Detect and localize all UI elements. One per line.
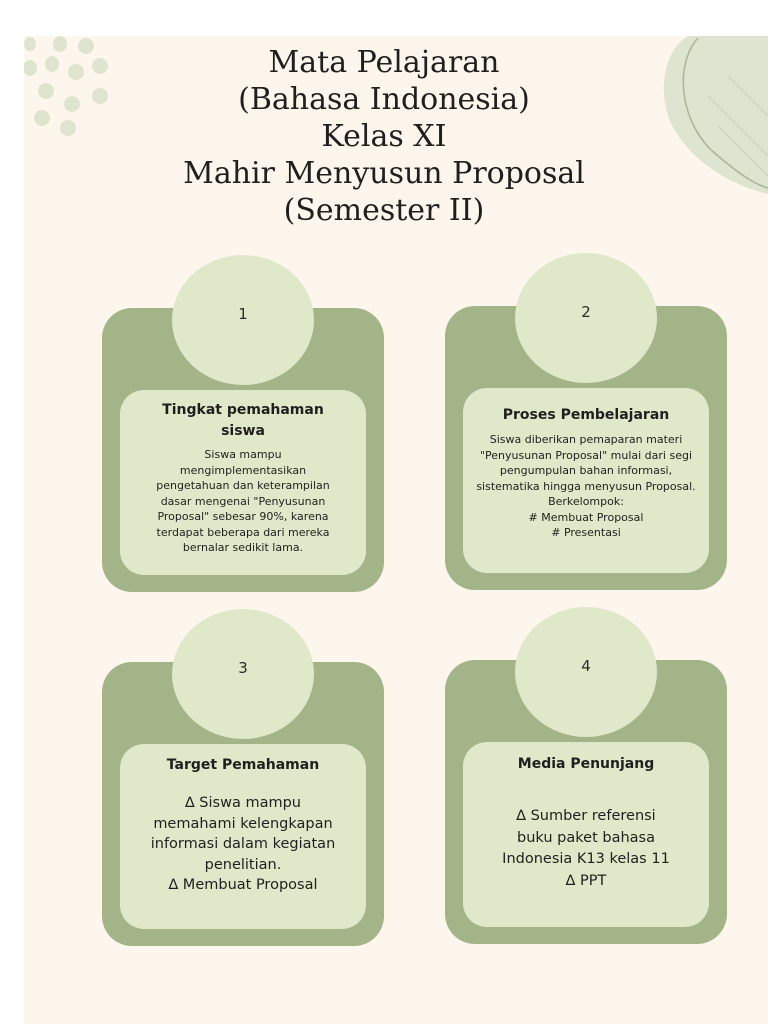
page-title [0,44,768,229]
body-line: memahami kelengkapan [153,815,333,832]
heading-line: Target Pemahaman [166,757,320,773]
card-heading [120,755,366,776]
card-4-number-circle [515,607,657,737]
body-line: Indonesia K13 kelas 11 [502,851,670,867]
body-line: mengimplementasikan [179,463,307,477]
body-line: ∆ PPT [565,872,607,889]
card-number: 1 [238,305,248,323]
body-line: ∆ Siswa mampu [185,795,301,811]
body-line: ∆ Membuat Proposal [168,877,318,893]
card-body [463,806,709,892]
body-line: bernalar sedikit lama. [182,541,304,554]
title-line: (Semester II) [283,193,485,228]
heading-line: Tingkat pemahaman [162,402,324,418]
card-number: 4 [581,657,591,675]
card-number: 3 [238,659,248,677]
heading-line: siswa [221,423,265,439]
card-3-number-circle [172,609,314,739]
body-line: penelitian. [204,856,282,873]
body-line: "Penyusunan Proposal" mulai dari segi [479,448,693,462]
body-line: sistematika hingga menyusun Proposal. [476,479,696,493]
card-3-content [120,744,366,929]
card-1-number-circle [172,255,314,385]
card-heading [463,405,709,426]
body-line: Siswa mampu [204,448,282,461]
card-heading [120,400,366,442]
body-line: # Presentasi [551,526,621,539]
card-2-number-circle [515,253,657,383]
body-line: Berkelompok: [548,495,624,508]
body-line: pengetahuan dan keterampilan [156,479,330,492]
body-line: terdapat beberapa dari mereka [156,525,330,539]
body-line: informasi dalam kegiatan [150,836,336,852]
card-heading [463,754,709,775]
card-body [120,793,366,896]
body-line: pengumpulan bahan informasi, [499,464,673,477]
heading-line: Proses Pembelajaran [502,407,670,423]
body-line: dasar mengenai "Penyusunan [160,494,326,508]
title-line: Mahir Menyusun Proposal [183,156,585,191]
body-line: Siswa diberikan pemaparan materi [489,433,683,446]
card-1-content [120,390,366,575]
card-4-content [463,742,709,927]
card-number: 2 [581,303,591,321]
heading-line: Media Penunjang [517,756,655,772]
card-2-content [463,388,709,573]
title-line: (Bahasa Indonesia) [238,82,530,117]
card-body [463,432,709,541]
title-line: Mata Pelajaran [268,45,500,80]
body-line: buku paket bahasa [517,829,655,846]
body-line: Proposal" sebesar 90%, karena [157,510,329,523]
card-body [120,447,366,556]
body-line: ∆ Sumber referensi [516,808,656,824]
body-line: # Membuat Proposal [528,510,644,524]
title-line: Kelas XI [321,119,447,154]
